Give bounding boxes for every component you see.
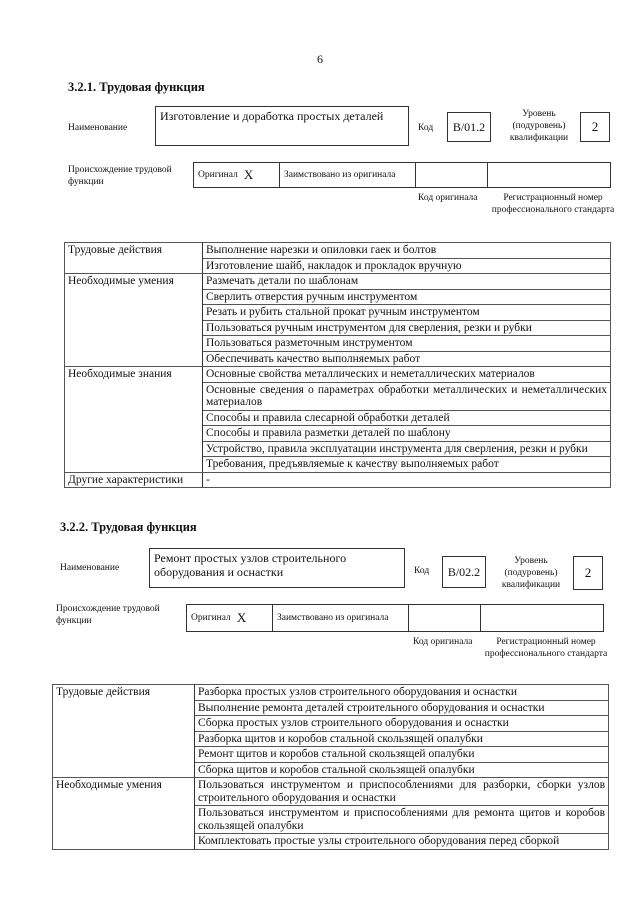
row-item: Обеспечивать качество выполняемых работ <box>203 351 611 367</box>
section-title-3-2-1: 3.2.1. Трудовая функция <box>68 80 205 94</box>
row-item: Пользоваться разметочным инструментом <box>203 336 611 352</box>
borrowed-cell <box>280 163 416 187</box>
row-category: Необходимые умения <box>53 778 195 850</box>
function-name-field: Изготовление и доработка простых деталей <box>155 106 409 146</box>
row-item: - <box>203 472 611 488</box>
borrowed-label-2: Заимствовано из оригинала <box>277 613 389 623</box>
table-row <box>65 243 611 259</box>
function-name-field-2: Ремонт простых узлов строительного оборудования и оснастки <box>149 548 405 588</box>
table-row <box>65 274 611 290</box>
row-item: Разборка щитов и коробов стальной скользящей опалубки <box>195 731 609 747</box>
row-category: Необходимые знания <box>65 367 203 473</box>
row-category: Трудовые действия <box>53 685 195 778</box>
level-label-2: Уровень (подуровень) квалификации <box>501 556 561 590</box>
row-item: Сборка щитов и коробов стальной скользящей опалубки <box>195 762 609 778</box>
origin-row-2 <box>186 604 604 632</box>
orig-code-cell <box>416 163 488 187</box>
reg-number-cell-2 <box>481 605 603 631</box>
page-number: 6 <box>317 52 323 66</box>
row-category: Другие характеристики <box>65 472 203 488</box>
row-item: Выполнение ремонта деталей строительного оборудования и оснастки <box>195 700 609 716</box>
table-row <box>53 778 609 806</box>
original-label-2: Оригинал <box>191 613 231 623</box>
original-mark-2: X <box>236 610 247 625</box>
origin-label: Происхождение трудовой функции <box>68 165 172 187</box>
row-category: Необходимые умения <box>65 274 203 367</box>
code-label: Код <box>418 123 434 133</box>
function-table-2 <box>52 684 609 850</box>
row-item: Основные сведения о параметрах обработки металлических и неметаллических материалов <box>203 382 611 410</box>
function-code-field-2: B/02.2 <box>442 556 486 588</box>
original-mark: X <box>243 167 254 182</box>
table-row <box>65 472 611 488</box>
row-item: Изготовление шайб, накладок и прокладок вручную <box>203 258 611 274</box>
code-label-2: Код <box>414 566 430 576</box>
table-row <box>53 685 609 701</box>
name-label-2: Наименование <box>60 563 120 573</box>
name-label: Наименование <box>68 123 128 133</box>
orig-code-label: Код оригинала <box>418 193 478 203</box>
function-code-field: B/01.2 <box>447 112 491 142</box>
level-field-2: 2 <box>573 556 603 590</box>
borrowed-label: Заимствовано из оригинала <box>284 170 396 180</box>
origin-label-2: Происхождение трудовой функции <box>56 604 160 626</box>
row-item: Требования, предъявляемые к качеству выполняемых работ <box>203 457 611 473</box>
original-cell <box>194 163 280 187</box>
row-item: Способы и правила разметки деталей по шаблону <box>203 426 611 442</box>
row-item: Пользоваться ручным инструментом для сверления, резки и рубки <box>203 320 611 336</box>
function-table-1 <box>64 242 611 488</box>
row-item: Выполнение нарезки и опиловки гаек и болтов <box>203 243 611 259</box>
level-label: Уровень (подуровень) квалификации <box>509 109 569 143</box>
reg-number-cell <box>488 163 610 187</box>
row-item: Ремонт щитов и коробов стальной скользящей опалубки <box>195 747 609 763</box>
row-item: Размечать детали по шаблонам <box>203 274 611 290</box>
origin-row <box>193 162 611 188</box>
section-title-3-2-2: 3.2.2. Трудовая функция <box>60 520 197 534</box>
reg-number-label-2: Регистрационный номер профессионального стандарта <box>484 637 608 659</box>
original-label: Оригинал <box>198 170 238 180</box>
row-item: Комплектовать простые узлы строительного оборудования перед сборкой <box>195 834 609 850</box>
row-item: Основные свойства металлических и неметаллических материалов <box>203 367 611 383</box>
table-row <box>65 367 611 383</box>
reg-number-label: Регистрационный номер профессионального стандарта <box>491 193 615 215</box>
row-item: Резать и рубить стальной прокат ручным инструментом <box>203 305 611 321</box>
row-item: Пользоваться инструментом и приспособлениями для ремонта щитов и коробов скользящей опалубки <box>195 806 609 834</box>
borrowed-cell-2 <box>273 605 409 631</box>
original-cell-2 <box>187 605 273 631</box>
row-item: Пользоваться инструментом и приспособлениями для разборки, сборки узлов строительного оборудования и оснастки <box>195 778 609 806</box>
row-item: Сборка простых узлов строительного оборудования и оснастки <box>195 716 609 732</box>
row-item: Сверлить отверстия ручным инструментом <box>203 289 611 305</box>
row-item: Разборка простых узлов строительного оборудования и оснастки <box>195 685 609 701</box>
row-item: Устройство, правила эксплуатации инструмента для сверления, резки и рубки <box>203 441 611 457</box>
row-item: Способы и правила слесарной обработки деталей <box>203 410 611 426</box>
orig-code-cell-2 <box>409 605 481 631</box>
row-category: Трудовые действия <box>65 243 203 274</box>
orig-code-label-2: Код оригинала <box>413 637 473 647</box>
level-field: 2 <box>580 112 610 142</box>
